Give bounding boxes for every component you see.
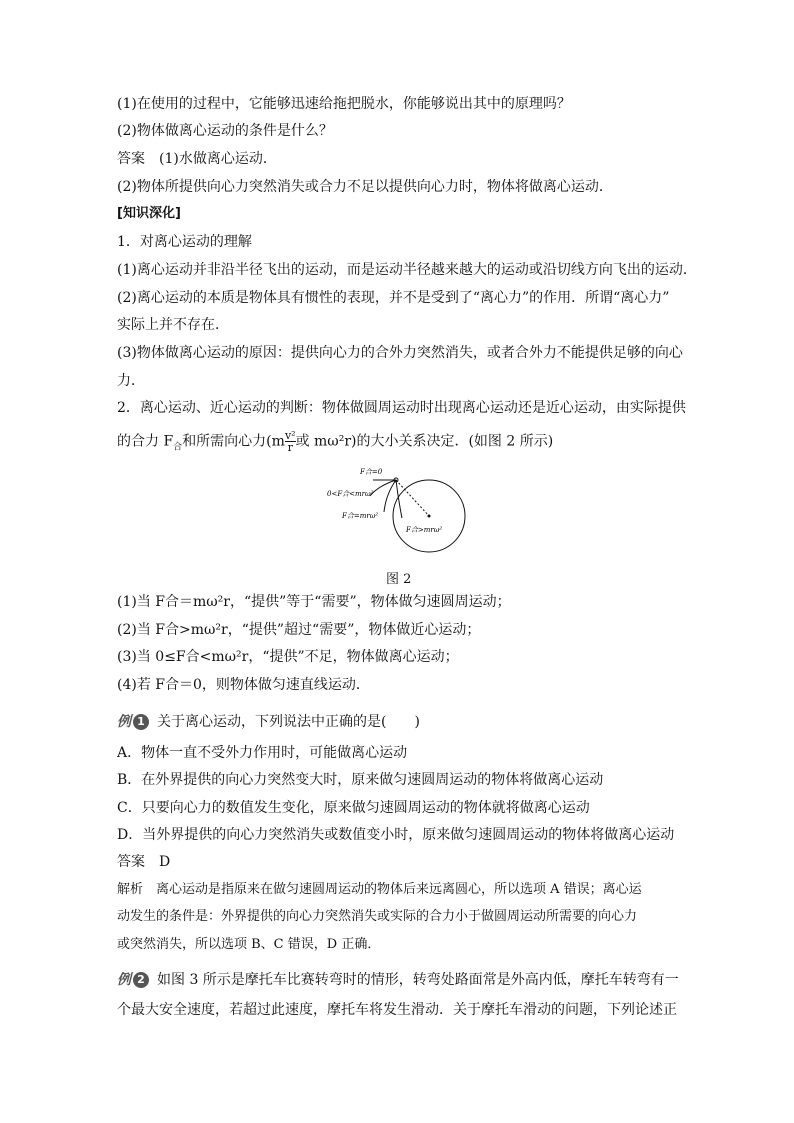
subscript: 合 (173, 442, 183, 453)
paragraph-3b: 力． (117, 373, 145, 389)
example-2-line-2: 个最大安全速度，若超过此速度，摩托车将发生滑动．关于摩托车滑动的问题，下列论述正 (117, 1002, 677, 1018)
label-greater: F合>mrω² (406, 526, 443, 534)
badge-number: 2 (133, 972, 149, 988)
example-1-answer: 答案 D (117, 854, 171, 870)
figure-2-diagram (326, 462, 466, 566)
example-badge (117, 970, 149, 990)
option-b: B．在外界提供的向心力突然变大时，原来做匀速圆周运动的物体将做离心运动 (117, 772, 604, 788)
label-less: 0<F合<mrω² (327, 490, 374, 498)
figure-caption: 图 2 (386, 572, 412, 587)
denominator: r (287, 441, 293, 454)
case-2: (2)当 F合>mω²r，“提供”超过“需要”，物体做近心运动； (117, 622, 481, 638)
question-2: (2)物体做离心运动的条件是什么？ (117, 123, 333, 139)
section-2-line-2 (117, 430, 553, 457)
paragraph-2b: 实际上并不存在． (117, 317, 229, 333)
label-equal: F合=mrω² (342, 512, 379, 520)
option-d: D．当外界提供的向心力突然消失或数值变小时，原来做匀速圆周运动的物体将做离心运动 (117, 827, 675, 843)
numerator: v² (284, 429, 296, 442)
paragraph-3a: (3)物体做离心运动的原因：提供向心力的合外力突然消失，或者合外力不能提供足够的向心 (117, 345, 683, 361)
section-1-heading: 1．对离心运动的理解 (117, 234, 252, 250)
paragraph-2a: (2)离心运动的本质是物体具有惯性的表现，并不是受到了“离心力”的作用．所谓“离心力” (117, 290, 670, 306)
question-1: (1)在使用的过程中，它能够迅速给拖把脱水，你能够说出其中的原理吗？ (117, 96, 571, 112)
example-2-line-1 (117, 970, 679, 990)
outward-curve (370, 480, 396, 496)
example-1-question (117, 712, 420, 732)
text: 或 mω²r)的大小关系决定．(如图 2 所示) (295, 433, 554, 450)
fraction (285, 430, 296, 453)
label-zero: F合=0 (360, 468, 383, 476)
example-2-text: 如图 3 所示是摩托车比赛转弯时的情形，转弯处路面常是外高内低，摩托车转弯有一 (157, 972, 679, 988)
case-1: (1)当 F合＝mω²r，“提供”等于“需要”，物体做匀速圆周运动； (117, 594, 511, 610)
text: 和所需向心力(m (182, 433, 285, 450)
question-text: 关于离心运动，下列说法中正确的是( ) (157, 714, 420, 730)
option-a: A．物体一直不受外力作用时，可能做离心运动 (117, 745, 408, 761)
analysis-line-3: 或突然消失，所以选项 B、C 错误，D 正确． (117, 937, 381, 952)
analysis-line-1: 解析 离心运动是指原来在做匀速圆周运动的物体后来远离圆心，所以选项 A 错误；离心运 (117, 882, 642, 897)
paragraph-1: (1)离心运动并非沿半径飞出的运动，而是运动半径越来越大的运动或沿切线方向飞出的运动． (117, 262, 697, 278)
circular-motion-diagram (326, 462, 466, 566)
option-c: C．只要向心力的数值发生变化，原来做匀速圆周运动的物体就将做离心运动 (117, 800, 590, 816)
badge-number: 1 (133, 714, 149, 730)
answer-2: (2)物体所提供向心力突然消失或合力不足以提供向心力时，物体将做离心运动． (117, 179, 613, 195)
section-2-heading: 2．离心运动、近心运动的判断：物体做圆周运动时出现离心运动还是近心运动，由实际提供 (117, 400, 686, 416)
analysis-line-2: 动发生的条件是：外界提供的向心力突然消失或实际的合力小于做圆周运动所需要的向心力 (117, 909, 638, 924)
badge-label: 例 (117, 972, 131, 988)
text: 的合力 F (117, 433, 174, 450)
knowledge-heading: [知识深化] (117, 206, 181, 221)
case-4: (4)若 F合＝0，则物体做匀速直线运动． (117, 677, 370, 693)
answer-1: 答案 (1)水做离心运动． (117, 151, 277, 167)
case-3: (3)当 0≤F合<mω²r，“提供”不足，物体做离心运动； (117, 649, 459, 665)
badge-label: 例 (117, 714, 131, 730)
example-badge (117, 712, 149, 732)
